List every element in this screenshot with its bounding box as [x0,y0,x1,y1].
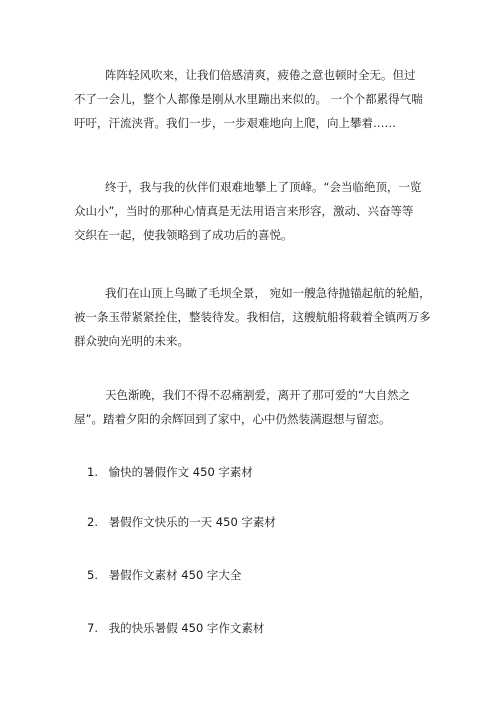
paragraph-line: 交织在一起，使我领略到了成功后的喜悦。 [74,228,293,242]
paragraph-line: 屋”。踏着夕阳的余辉回到了家中，心中仍然装满遐想与留恋。 [74,412,391,426]
paragraph-1 [74,63,434,135]
list-item[interactable] [87,566,241,584]
list-item-title: 愉快的暑假作文 450 字素材 [108,465,253,479]
list-item[interactable] [87,463,253,481]
paragraph-line: 不了一会儿，整个人都像是刚从水里蹦出来似的。 一个个都累得气喘 [74,92,423,106]
list-item-title: 我的快乐暑假 450 字作文素材 [108,621,265,635]
list-item-number: 1. [87,465,98,479]
list-item-number: 2. [87,515,98,529]
paragraph-line: 阵阵轻风吹来，让我们倍感清爽，疲倦之意也顿时全无。但过 [105,68,416,82]
paragraph-line: 天色渐晚，我们不得不忍痛割爱，离开了那可爱的“大自然之 [105,388,410,402]
paragraph-line: 终于，我与我的伙伴们艰难地攀上了顶峰。“会当临绝顶，一览 [105,180,422,194]
paragraph-line: 我们在山顶上鸟瞰了毛坝全景， 宛如一艘急待抛锚起航的轮船， [105,286,431,300]
list-item-number: 5. [87,568,98,582]
paragraph-line: 群众驶向光明的未来。 [74,334,189,348]
paragraph-line: 众山小”，当时的那种心情真是无法用语言来形容，激动、兴奋等等 [74,204,414,218]
list-item-title: 暑假作文素材 450 字大全 [108,568,242,582]
paragraph-4 [74,383,434,431]
paragraph-3 [74,281,434,353]
paragraph-line: 被一条玉带紧紧拴住，整装待发。我相信，这艘航船将载着全镇两万多 [74,310,431,324]
paragraph-2 [74,175,434,247]
list-item[interactable] [87,513,276,531]
list-item-number: 7. [87,621,98,635]
list-item-title: 暑假作文快乐的一天 450 字素材 [108,515,276,529]
list-item[interactable] [87,619,264,637]
paragraph-line: 吁吁，汗流浃背。我们一步，一步艰难地向上爬，向上攀着…… [74,116,396,130]
